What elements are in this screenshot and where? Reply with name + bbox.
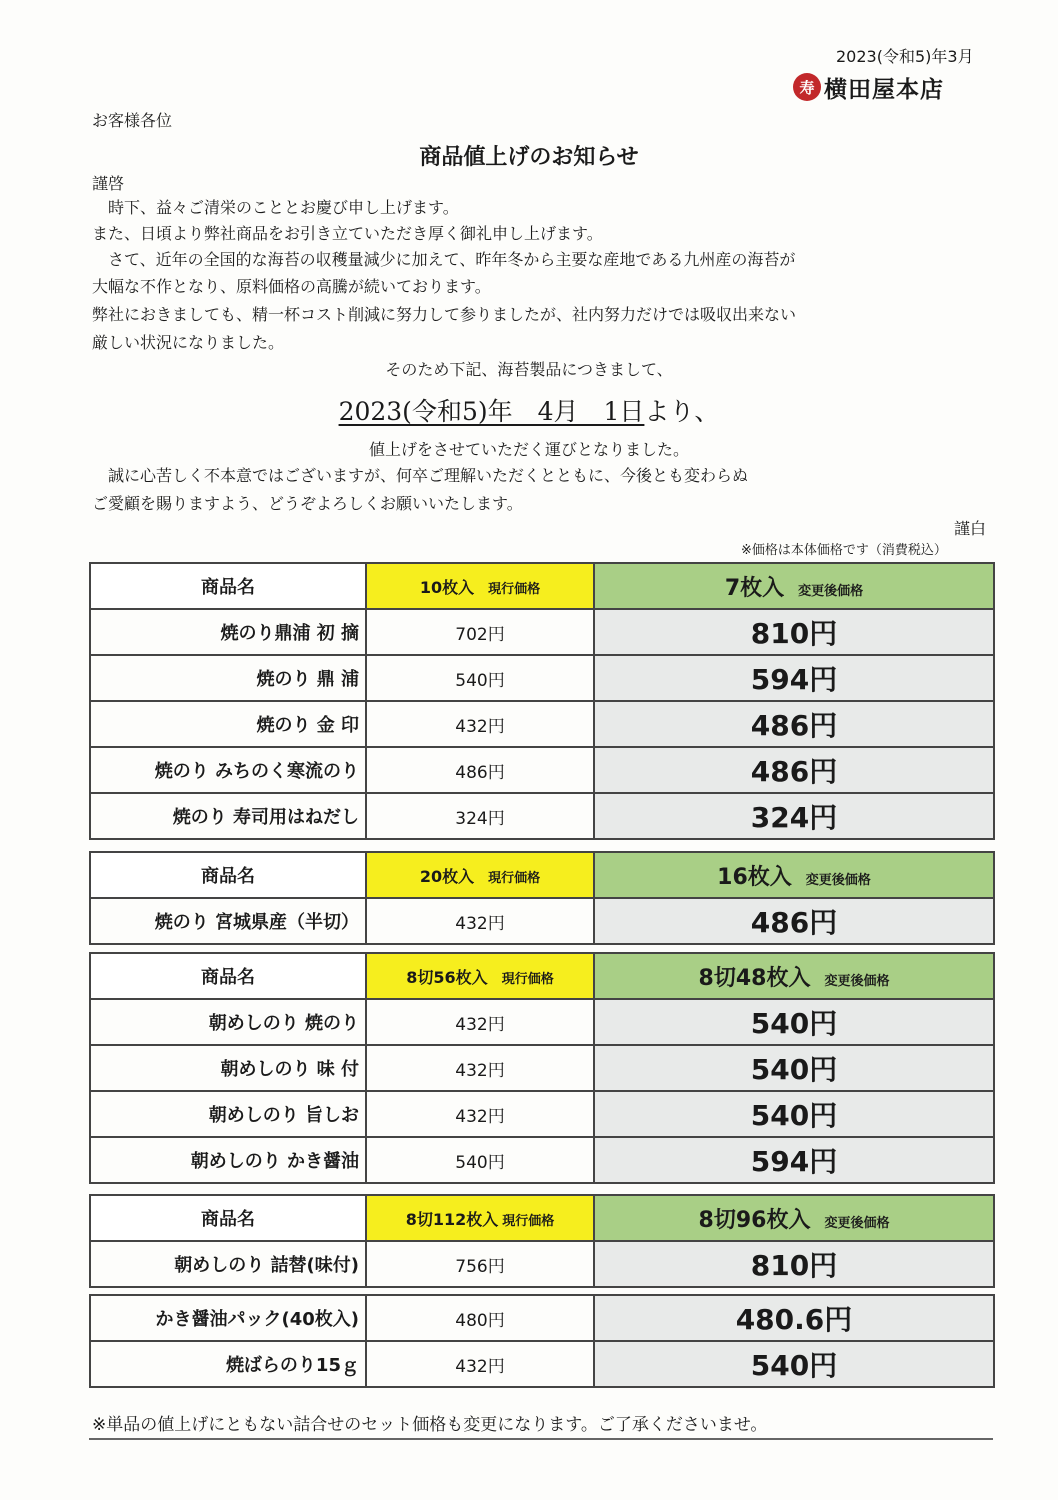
new-price: 486円 — [594, 701, 994, 747]
body-paragraph-4a: 弊社におきましても、精一杯コスト削減に努力して参りましたが、社内努力だけでは吸収出来ない — [92, 305, 797, 324]
product-name: 朝めしのり 味 付 — [90, 1045, 366, 1091]
footer-divider — [89, 1438, 993, 1440]
column-header-current — [366, 852, 594, 898]
product-name: 焼のり 寿司用はねだし — [90, 793, 366, 839]
product-name: 朝めしのり 詰替(味付) — [90, 1241, 366, 1287]
body-paragraph-1: 時下、益々ご清栄のこととお慶び申し上げます。 — [92, 198, 459, 217]
tax-note: ※価格は本体価格です（消費税込） — [741, 543, 947, 558]
table-header-row — [90, 852, 994, 898]
current-price: 486円 — [366, 747, 594, 793]
table-row — [90, 1137, 994, 1183]
addressee: お客様各位 — [92, 111, 173, 130]
body-paragraph-5: そのため下記、海苔製品につきまして、 — [385, 360, 673, 379]
closing: 謹白 — [954, 519, 987, 538]
product-name: 焼のり 金 印 — [90, 701, 366, 747]
effective-date-suffix: より、 — [644, 397, 720, 426]
current-pack-size: 10枚入 — [419, 577, 475, 597]
column-header-product: 商品名 — [90, 563, 366, 609]
salutation: 謹啓 — [92, 174, 125, 193]
price-table-3 — [89, 952, 995, 1184]
new-price: 486円 — [594, 747, 994, 793]
table-row — [90, 747, 994, 793]
table-header-row — [90, 1195, 994, 1241]
table-row — [90, 793, 994, 839]
table-row — [90, 609, 994, 655]
column-header-product: 商品名 — [90, 1195, 366, 1241]
new-price: 324円 — [594, 793, 994, 839]
price-table-1 — [89, 562, 995, 840]
table-row — [90, 1091, 994, 1137]
new-price: 594円 — [594, 655, 994, 701]
current-price-label: 現行価格 — [488, 581, 541, 597]
body-paragraph-6: 値上げをさせていただく運びとなりました。 — [368, 440, 689, 459]
effective-date — [0, 392, 1058, 428]
store-brand — [793, 70, 944, 104]
effective-date-value: 2023(令和5)年 4月 1日 — [338, 397, 645, 426]
column-header-product: 商品名 — [90, 953, 366, 999]
new-pack-size: 16枚入 — [717, 864, 792, 890]
current-price: 432円 — [366, 1091, 594, 1137]
column-header-current — [366, 563, 594, 609]
new-price-label: 変更後価格 — [798, 583, 864, 599]
product-name: 焼のり 宮城県産（半切） — [90, 898, 366, 944]
table-row — [90, 999, 994, 1045]
table-row — [90, 655, 994, 701]
current-price: 432円 — [366, 999, 594, 1045]
column-header-new — [594, 1195, 994, 1241]
new-price: 540円 — [594, 1341, 994, 1387]
product-name: 焼のり みちのく寒流のり — [90, 747, 366, 793]
new-price-label: 変更後価格 — [805, 872, 871, 888]
column-header-current — [366, 953, 594, 999]
table-row — [90, 701, 994, 747]
price-table-5 — [89, 1294, 995, 1388]
new-price: 540円 — [594, 1091, 994, 1137]
new-pack-size: 7枚入 — [724, 575, 785, 601]
new-price: 810円 — [594, 1241, 994, 1287]
table-row — [90, 1241, 994, 1287]
product-name: かき醤油パック(40枚入) — [90, 1295, 366, 1341]
current-price-label: 現行価格 — [501, 971, 554, 987]
current-price: 432円 — [366, 1341, 594, 1387]
body-paragraph-2: また、日頃より弊社商品をお引き立ていただき厚く御礼申し上げます。 — [92, 224, 603, 243]
column-header-product: 商品名 — [90, 852, 366, 898]
column-header-new — [594, 563, 994, 609]
document-title: 商品値上げのお知らせ — [419, 145, 639, 170]
new-price-label: 変更後価格 — [824, 1215, 890, 1231]
current-price: 432円 — [366, 1045, 594, 1091]
new-price: 540円 — [594, 999, 994, 1045]
table-row — [90, 1295, 994, 1341]
current-price-label: 現行価格 — [488, 870, 541, 886]
price-table-2 — [89, 851, 995, 945]
current-price: 702円 — [366, 609, 594, 655]
new-price: 480.6円 — [594, 1295, 994, 1341]
body-paragraph-3b: 大幅な不作となり、原料価格の高騰が続いております。 — [92, 277, 491, 296]
body-paragraph-7b: ご愛顧を賜りますよう、どうぞよろしくお願いいたします。 — [92, 494, 523, 513]
product-name: 朝めしのり 焼のり — [90, 999, 366, 1045]
new-price: 594円 — [594, 1137, 994, 1183]
footer-note: ※単品の値上げにともない詰合せのセット価格も変更になります。ご了承くださいませ。 — [92, 1415, 768, 1435]
current-price: 540円 — [366, 655, 594, 701]
store-name: 横田屋本店 — [824, 76, 944, 103]
current-pack-size: 8切56枚入 — [406, 967, 488, 987]
table-row — [90, 898, 994, 944]
current-price: 432円 — [366, 898, 594, 944]
price-table-4 — [89, 1194, 995, 1288]
table-header-row — [90, 953, 994, 999]
new-price: 486円 — [594, 898, 994, 944]
product-name: 焼のり鼎浦 初 摘 — [90, 609, 366, 655]
new-pack-size: 8切48枚入 — [698, 965, 811, 991]
new-price-label: 変更後価格 — [824, 973, 890, 989]
product-name: 焼ばらのり15ｇ — [90, 1341, 366, 1387]
current-price: 324円 — [366, 793, 594, 839]
current-price: 480円 — [366, 1295, 594, 1341]
table-row — [90, 1341, 994, 1387]
current-pack-size: 8切112枚入 — [405, 1209, 499, 1229]
body-paragraph-7a: 誠に心苦しく不本意ではございますが、何卒ご理解いただくとともに、今後とも変わらぬ — [92, 466, 749, 485]
current-price-label: 現行価格 — [502, 1213, 555, 1229]
product-name: 朝めしのり かき醤油 — [90, 1137, 366, 1183]
body-paragraph-4b: 厳しい状況になりました。 — [92, 333, 285, 352]
store-logo-icon: 寿 — [793, 73, 821, 101]
table-header-row — [90, 563, 994, 609]
table-row — [90, 1045, 994, 1091]
product-name: 焼のり 鼎 浦 — [90, 655, 366, 701]
new-price: 540円 — [594, 1045, 994, 1091]
issue-date: 2023(令和5)年3月 — [836, 47, 974, 66]
current-price: 432円 — [366, 701, 594, 747]
column-header-new — [594, 953, 994, 999]
current-price: 756円 — [366, 1241, 594, 1287]
body-paragraph-3a: さて、近年の全国的な海苔の収穫量減少に加えて、昨年冬から主要な産地である九州産の海苔が — [92, 250, 796, 269]
product-name: 朝めしのり 旨しお — [90, 1091, 366, 1137]
new-price: 810円 — [594, 609, 994, 655]
current-pack-size: 20枚入 — [419, 866, 475, 886]
new-pack-size: 8切96枚入 — [698, 1207, 811, 1233]
current-price: 540円 — [366, 1137, 594, 1183]
column-header-current — [366, 1195, 594, 1241]
column-header-new — [594, 852, 994, 898]
